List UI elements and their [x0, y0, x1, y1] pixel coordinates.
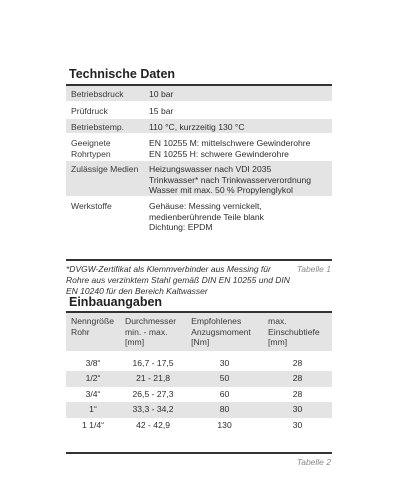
section-title-einbauangaben: Einbauangaben	[69, 295, 163, 309]
spec-label: Betriebsdruck	[66, 86, 144, 102]
spec-row	[66, 134, 332, 160]
spec-value-line: Dichtung: EPDM	[149, 222, 213, 232]
column-header-line: Durchmesser	[125, 316, 177, 326]
column-header	[120, 313, 186, 351]
cell-diameter: 26,5 - 27,3	[132, 388, 174, 399]
spec-row	[66, 197, 332, 235]
table-row	[66, 402, 332, 418]
table2-bottom-rule	[66, 452, 332, 454]
spec-value	[144, 160, 332, 197]
technische-daten-table	[66, 86, 332, 235]
cell-size: 3/4“	[85, 388, 101, 399]
spec-value-line: Wasser mit max. 50 % Propylenglykol	[149, 185, 293, 195]
cell-size: 1“	[66, 402, 120, 418]
spec-label: Zulässige Medien	[66, 160, 144, 197]
spec-value-line: EN 10255 M: mittelschwere Gewinderohre	[149, 138, 311, 148]
footnote: *DVGW-Zertifikat als Klemmverbinder aus Messing für Rohre aus verzinktem Stahl gemäß DIN EN 10255 und DIN EN 10240 für den Bereich Kaltwasser	[66, 264, 290, 296]
cell-torque: 80	[186, 402, 263, 418]
spec-label: Betriebstemp.	[66, 118, 144, 134]
table2-label: Tabelle 2	[296, 457, 331, 467]
column-header-line: Einschubtiefe	[268, 326, 320, 337]
column-header	[263, 313, 332, 351]
table-row	[66, 418, 332, 434]
cell-depth: 28	[292, 357, 303, 368]
spec-value	[144, 102, 332, 118]
spec-label: Prüfdruck	[66, 102, 144, 118]
table1-label: Tabelle 1	[296, 264, 331, 274]
column-header-line: Rohr	[71, 326, 90, 337]
spec-value	[144, 134, 332, 160]
cell-diameter: 33,3 - 34,2	[120, 402, 186, 418]
spec-label: Geeignete Rohrtypen	[66, 134, 144, 160]
spec-value-line: EN 10255 H: schwere Gewinderohre	[149, 148, 289, 159]
cell-size: 1/2“	[66, 371, 120, 387]
column-header-line: max.	[268, 316, 287, 326]
cell-torque: 60	[219, 388, 230, 399]
spec-value-line: medienberührende Teile blank	[149, 211, 264, 222]
column-header-line: [mm]	[125, 337, 145, 347]
column-header-line: [Nm]	[191, 337, 210, 347]
column-header-line: min. - max.	[125, 326, 168, 337]
cell-depth: 30	[292, 419, 303, 430]
column-header-line: [mm]	[268, 337, 288, 347]
spec-row	[66, 86, 332, 102]
table-row	[66, 371, 332, 387]
spec-label: Werkstoffe	[66, 197, 144, 235]
spec-value-line: 15 bar	[149, 106, 174, 116]
section-title-technische-daten: Technische Daten	[69, 67, 176, 81]
spec-value-line: Trinkwasser* nach Trinkwasserverordnung	[149, 174, 312, 185]
cell-depth: 28	[263, 371, 332, 387]
einbauangaben-table	[66, 313, 332, 433]
spec-row	[66, 102, 332, 118]
cell-torque: 130	[217, 419, 232, 430]
spec-row	[66, 160, 332, 197]
column-header	[186, 313, 263, 351]
table-header-row	[66, 313, 332, 351]
column-header-line: Empfohlenes	[191, 316, 242, 326]
cell-size: 3/8“	[85, 357, 101, 368]
spec-value	[144, 86, 332, 102]
spec-value-line: Gehäuse: Messing vernickelt,	[149, 201, 262, 211]
cell-depth: 30	[263, 402, 332, 418]
table-row	[66, 387, 332, 403]
cell-diameter: 21 - 21,8	[120, 371, 186, 387]
cell-size: 1 1/4“	[82, 419, 104, 430]
spec-value-line: 110 °C, kurzzeitig 130 °C	[149, 122, 245, 132]
column-header-line: Anzugsmoment	[191, 326, 251, 337]
cell-diameter: 42 - 42,9	[136, 419, 171, 430]
cell-torque: 50	[186, 371, 263, 387]
table-row	[66, 356, 332, 372]
cell-diameter: 16,7 - 17,5	[132, 357, 174, 368]
table1-bottom-rule	[66, 259, 332, 261]
spec-value	[144, 197, 332, 235]
spec-value-line: Heizungswasser nach VDI 2035	[149, 164, 272, 174]
spec-value	[144, 118, 332, 134]
cell-depth: 28	[292, 388, 303, 399]
column-header	[66, 313, 120, 351]
spec-row	[66, 118, 332, 134]
cell-torque: 30	[219, 357, 230, 368]
spec-value-line: 10 bar	[149, 89, 174, 99]
column-header-line: Nenngröße	[71, 316, 114, 326]
